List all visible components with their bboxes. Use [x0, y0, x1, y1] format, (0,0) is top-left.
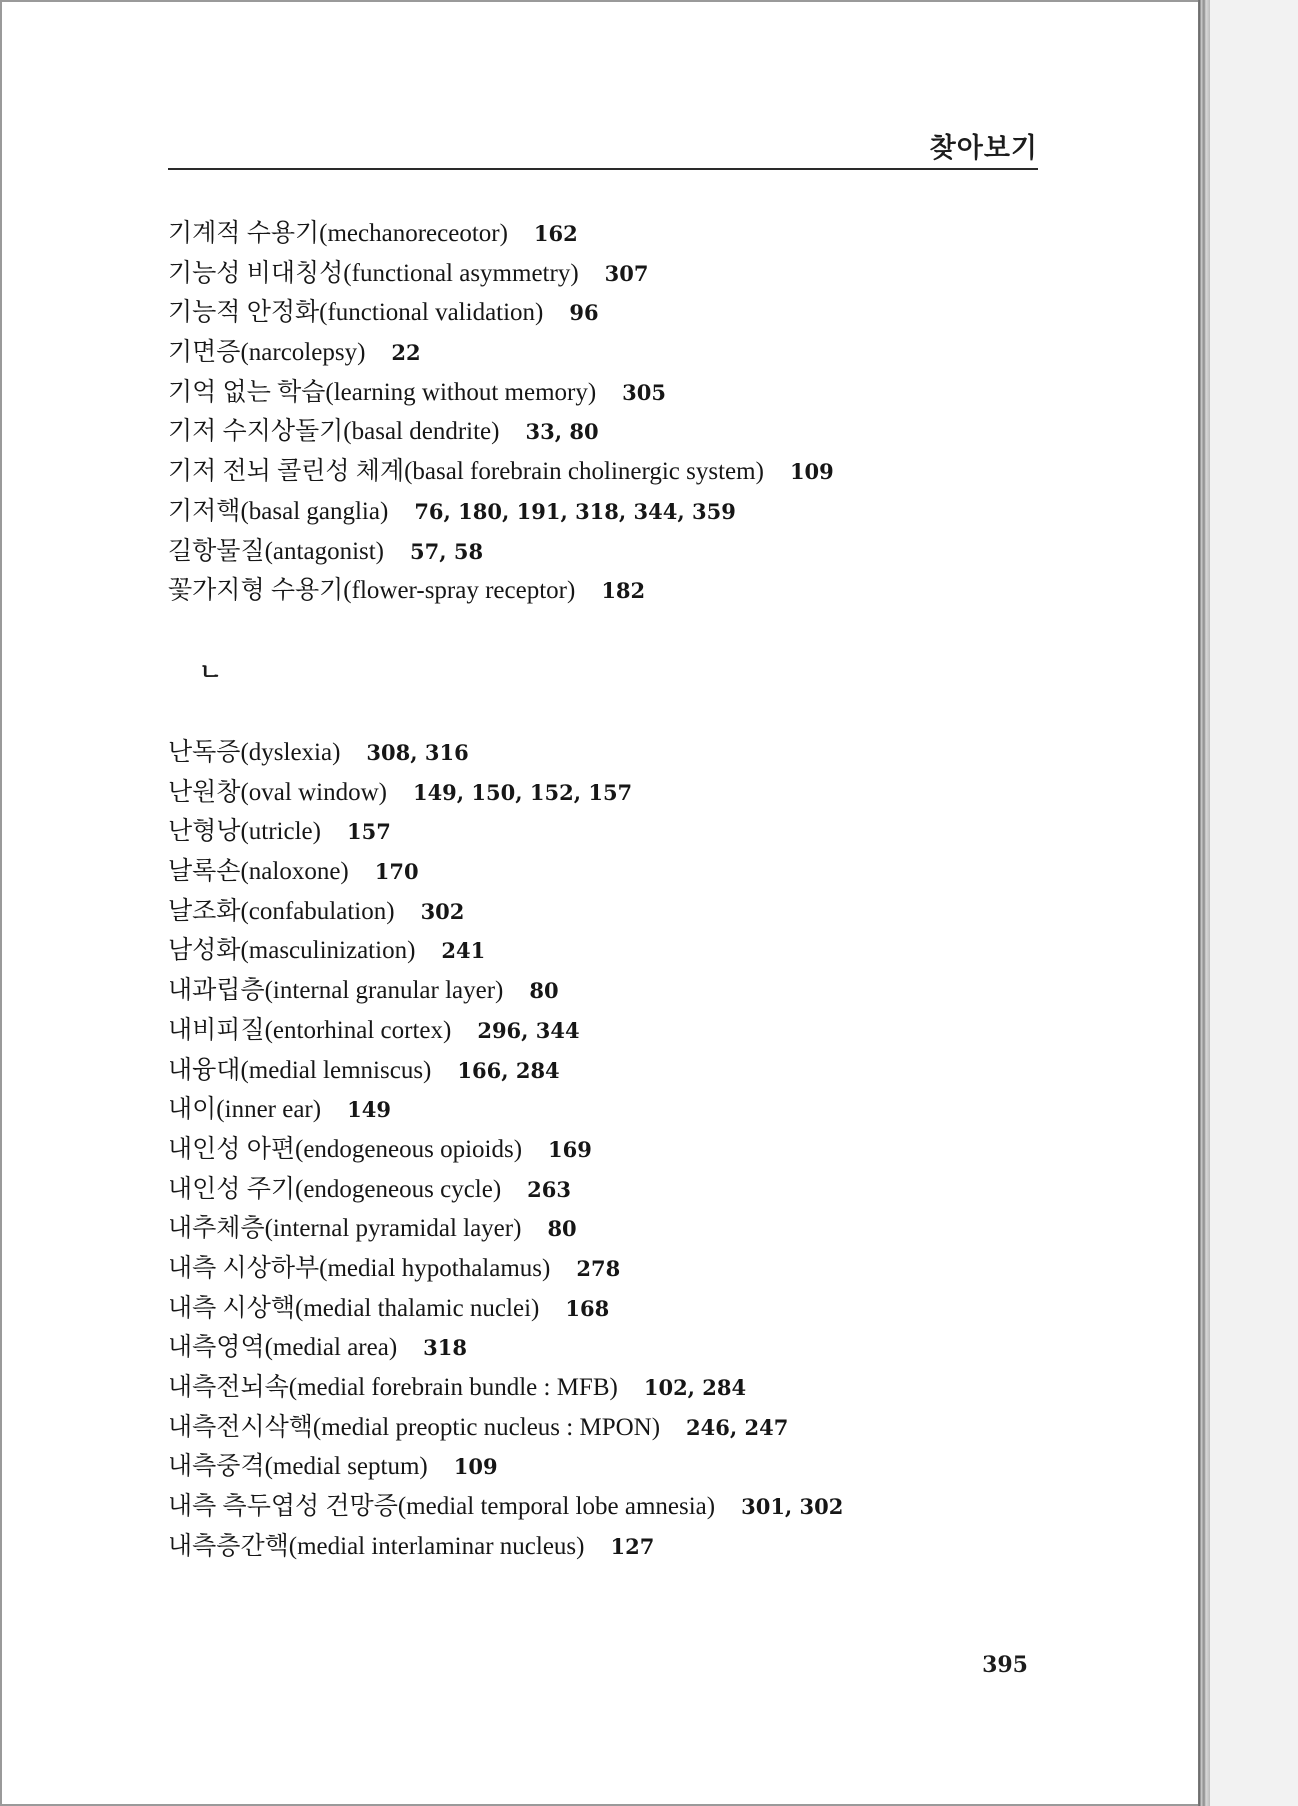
- index-page-refs: 149: [347, 1097, 391, 1123]
- index-term: 내측전뇌속(medial forebrain bundle : MFB): [168, 1374, 618, 1401]
- index-term: 내측전시삭핵(medial preoptic nucleus : MPON): [168, 1413, 661, 1441]
- index-entry: [168, 1209, 843, 1249]
- index-term: 날록손(naloxone): [168, 858, 349, 886]
- index-page-refs: 318: [423, 1335, 467, 1361]
- index-entry: [168, 892, 843, 932]
- index-page-refs: 33, 80: [525, 419, 599, 445]
- index-term: 난원창(oval window): [168, 778, 387, 806]
- index-term: 기저 전뇌 콜린성 체계(basal forebrain cholinergic system): [168, 458, 764, 486]
- index-section: [168, 214, 834, 611]
- page-border: [0, 0, 2, 1806]
- index-term: 내측 측두엽성 건망증(medial temporal lobe amnesia): [168, 1493, 716, 1521]
- index-page-refs: 166, 284: [457, 1057, 560, 1083]
- index-page-refs: 296, 344: [477, 1017, 580, 1043]
- index-entry: [168, 373, 834, 413]
- section-letter: ㄴ: [199, 658, 223, 686]
- index-entry: [168, 931, 843, 971]
- index-page-refs: 127: [610, 1533, 655, 1559]
- index-entry: [168, 1011, 843, 1051]
- index-page-refs: 182: [601, 578, 646, 604]
- index-section: [168, 733, 843, 1566]
- index-entry: [168, 1408, 843, 1448]
- index-entry: [168, 1170, 843, 1210]
- index-page-refs: 302: [420, 898, 465, 924]
- index-term: 내측 시상핵(medial thalamic nuclei): [168, 1294, 540, 1322]
- index-page-refs: 263: [527, 1176, 571, 1202]
- index-term: 내측중격(medial septum): [168, 1453, 428, 1481]
- index-page-refs: 246, 247: [686, 1414, 789, 1440]
- index-page-refs: 96: [569, 300, 599, 326]
- index-entry: [168, 733, 843, 773]
- index-page-refs: 149, 150, 152, 157: [412, 779, 633, 805]
- index-term: 내비피질(entorhinal cortex): [168, 1016, 452, 1044]
- index-entry: [168, 1051, 843, 1091]
- index-entry: [168, 492, 834, 532]
- page-border: [0, 0, 1206, 2]
- index-page-refs: 22: [391, 340, 421, 366]
- index-entry: [168, 1328, 843, 1368]
- index-page-refs: 168: [565, 1295, 610, 1321]
- index-term: 기능성 비대칭성(functional asymmetry): [168, 259, 579, 287]
- index-term: 내측영역(medial area): [168, 1334, 398, 1362]
- index-term: 기억 없는 학습(learning without memory): [168, 378, 597, 406]
- page-number: 395: [982, 1652, 1028, 1678]
- index-page-refs: 241: [441, 938, 486, 964]
- index-page-refs: 76, 180, 191, 318, 344, 359: [414, 498, 736, 524]
- index-entry: [168, 1368, 843, 1408]
- header-rule: [168, 168, 1038, 170]
- index-term: 기계적 수용기(mechanoreceotor): [168, 220, 508, 247]
- index-entry: [168, 214, 834, 254]
- index-entry: [168, 293, 834, 333]
- index-entry: [168, 971, 843, 1011]
- index-term: 내인성 주기(endogeneous cycle): [168, 1175, 502, 1203]
- index-page-refs: 57, 58: [410, 538, 484, 564]
- index-page-refs: 109: [789, 459, 834, 485]
- index-term: 내인성 아편(endogeneous opioids): [168, 1135, 523, 1163]
- index-term: 내과립층(internal granular layer): [168, 977, 504, 1005]
- index-page-refs: 102, 284: [643, 1375, 747, 1400]
- index-term: 내이(inner ear): [168, 1096, 322, 1124]
- index-page-refs: 80: [529, 978, 559, 1004]
- index-term: 난형낭(utricle): [168, 818, 321, 846]
- index-entry: [168, 254, 834, 294]
- index-term: 날조화(confabulation): [168, 897, 395, 925]
- running-header: 찾아보기: [929, 133, 1038, 164]
- index-term: 기능적 안정화(functional validation): [168, 299, 544, 327]
- index-entry: [168, 1527, 843, 1567]
- index-term: 내융대(medial lemniscus): [168, 1056, 432, 1084]
- index-term: 내측층간핵(medial interlaminar nucleus): [168, 1532, 585, 1560]
- index-page-refs: 308, 316: [366, 740, 469, 765]
- index-term: 내측 시상하부(medial hypothalamus): [168, 1254, 551, 1282]
- index-page-refs: 301, 302: [741, 1494, 844, 1520]
- index-entry: [168, 452, 834, 492]
- index-entry: [168, 812, 843, 852]
- index-term: 남성화(masculinization): [168, 937, 416, 965]
- index-entry: [168, 532, 834, 572]
- index-page-refs: 157: [346, 819, 391, 845]
- index-entry: [168, 333, 834, 373]
- index-page-refs: 278: [576, 1255, 621, 1281]
- index-entry: [168, 1249, 843, 1289]
- index-term: 기저핵(basal ganglia): [168, 497, 389, 525]
- index-page-refs: 162: [533, 221, 578, 246]
- index-page-refs: 305: [622, 379, 667, 405]
- index-entry: [168, 571, 834, 611]
- index-page-refs: 109: [453, 1454, 498, 1480]
- index-entry: [168, 1090, 843, 1130]
- index-term: 내추체층(internal pyramidal layer): [168, 1215, 522, 1243]
- page-edge: [1198, 0, 1210, 1806]
- index-entry: [168, 1130, 843, 1170]
- index-term: 길항물질(antagonist): [168, 537, 385, 565]
- index-term: 난독증(dyslexia): [168, 739, 341, 766]
- index-term: 기저 수지상돌기(basal dendrite): [168, 418, 500, 446]
- index-term: 기면증(narcolepsy): [168, 339, 366, 367]
- index-entry: [168, 852, 843, 892]
- index-page-refs: 170: [374, 859, 419, 885]
- index-entry: [168, 1487, 843, 1527]
- index-page-refs: 80: [547, 1216, 577, 1242]
- index-entry: [168, 412, 834, 452]
- index-entry: [168, 773, 843, 813]
- index-entry: [168, 1289, 843, 1329]
- index-page-refs: 307: [604, 260, 649, 286]
- index-entry: [168, 1447, 843, 1487]
- index-term: 꽃가지형 수용기(flower-spray receptor): [168, 577, 576, 605]
- viewer-background: [1210, 0, 1298, 1806]
- index-page-refs: 169: [548, 1136, 592, 1162]
